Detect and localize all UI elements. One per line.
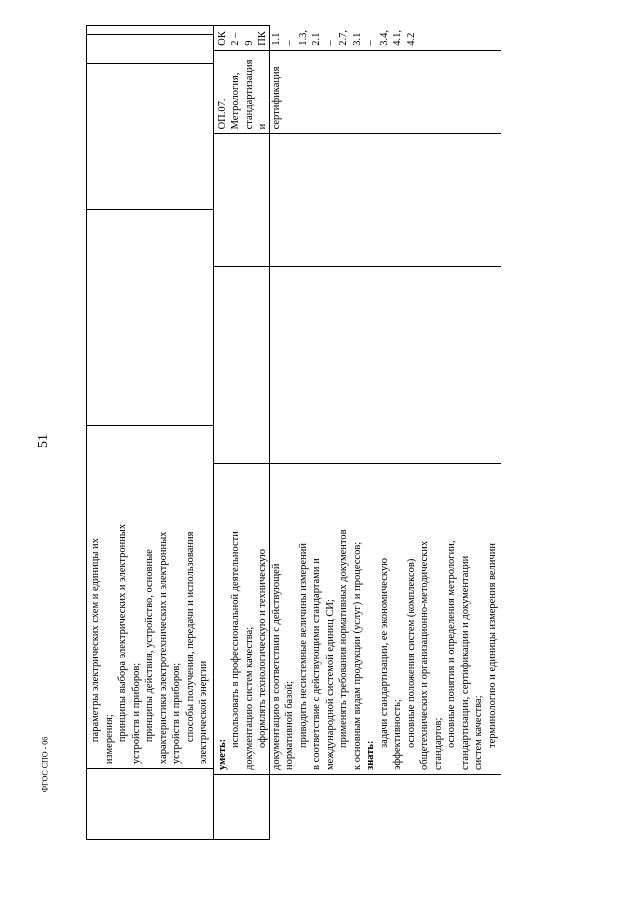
text-line: измерения; bbox=[103, 714, 115, 765]
text-line: основные положения систем (комплексов) bbox=[405, 558, 417, 748]
text-line: документацию в соответствии с действующей bbox=[270, 563, 282, 770]
table-cell-competencies bbox=[214, 26, 502, 50]
page-number: 51 bbox=[36, 434, 51, 448]
text-line: стандартизация и bbox=[243, 59, 268, 130]
text-line: общетехнических и организационно-методических bbox=[419, 540, 430, 770]
text-line: Метрология, bbox=[230, 72, 241, 130]
text-line: характеристики электротехнических и электронных bbox=[157, 531, 169, 765]
text-line: основные понятия и определения метрологии, bbox=[446, 540, 457, 748]
table-cell-hours-2 bbox=[87, 63, 213, 209]
table-cell-discipline bbox=[214, 50, 502, 134]
table-cell-index bbox=[87, 768, 213, 839]
table-cell-hours bbox=[214, 266, 502, 463]
text-line: параметры электрических схем и единицы их bbox=[90, 538, 101, 743]
table-row bbox=[214, 26, 502, 839]
table-cell-discipline bbox=[87, 34, 213, 63]
text-line: стандартизации, сертификации и документации bbox=[459, 555, 471, 770]
text-line: применять требования нормативных документов bbox=[338, 529, 349, 748]
text-line: систем качества; bbox=[473, 695, 484, 770]
text-line: способы получения, передачи и использования bbox=[184, 531, 196, 743]
text-line: знать: bbox=[365, 740, 376, 770]
text-line: устройств и приборов; bbox=[171, 662, 182, 765]
curriculum-table bbox=[86, 25, 498, 840]
text-line: терминологию и единицы измерения величин bbox=[486, 543, 498, 748]
table-cell-hours bbox=[87, 209, 213, 425]
text-line: к основным видам продукции (услуг) и процессов; bbox=[351, 541, 363, 770]
table-cell-content bbox=[87, 425, 213, 768]
table-row bbox=[87, 26, 214, 839]
curriculum-table-container bbox=[86, 25, 498, 840]
text-line: 3.1 – 3.4, bbox=[351, 30, 390, 46]
text-line: в соответствие с действующими стандартами и bbox=[311, 558, 322, 770]
text-line: приводить несистемные величины измерений bbox=[297, 543, 309, 748]
table-cell-content bbox=[214, 463, 502, 774]
text-line: документацию систем качества; bbox=[243, 626, 255, 770]
text-line: ОП.07. bbox=[216, 98, 228, 130]
text-line: стандартов; bbox=[432, 717, 444, 770]
text-line: принципы выбора электрических и электронных bbox=[117, 523, 128, 743]
footer-code: ФГОС СПО - 06 bbox=[40, 736, 50, 793]
text-line: нормативной базой; bbox=[284, 680, 295, 770]
text-line: 4.1, 4.2 bbox=[392, 30, 417, 46]
text-line: уметь: bbox=[216, 738, 228, 770]
table-cell-hours-2 bbox=[214, 133, 502, 266]
text-line: использовать в профессиональной деятельности bbox=[230, 531, 241, 748]
text-line: оформлять технологическую и техническую bbox=[257, 549, 268, 748]
text-line: международной системой единиц СИ; bbox=[324, 599, 336, 770]
text-line: ПК 1.1 – 1.3, bbox=[257, 30, 309, 46]
text-line: устройств и приборов; bbox=[130, 662, 142, 765]
text-line: ОК 2 – 9 bbox=[216, 31, 255, 46]
text-line: задачи стандартизации, ее экономическую bbox=[378, 558, 390, 748]
text-line: эффективность; bbox=[392, 699, 403, 770]
text-line: сертификация bbox=[270, 66, 282, 130]
text-line: 2.1 – 2.7, bbox=[311, 30, 349, 46]
text-line: принципы действия, устройство, основные bbox=[144, 549, 155, 743]
text-line: электрической энергии bbox=[198, 660, 209, 765]
table-cell-competencies bbox=[87, 26, 213, 34]
table-cell-index bbox=[214, 774, 502, 839]
